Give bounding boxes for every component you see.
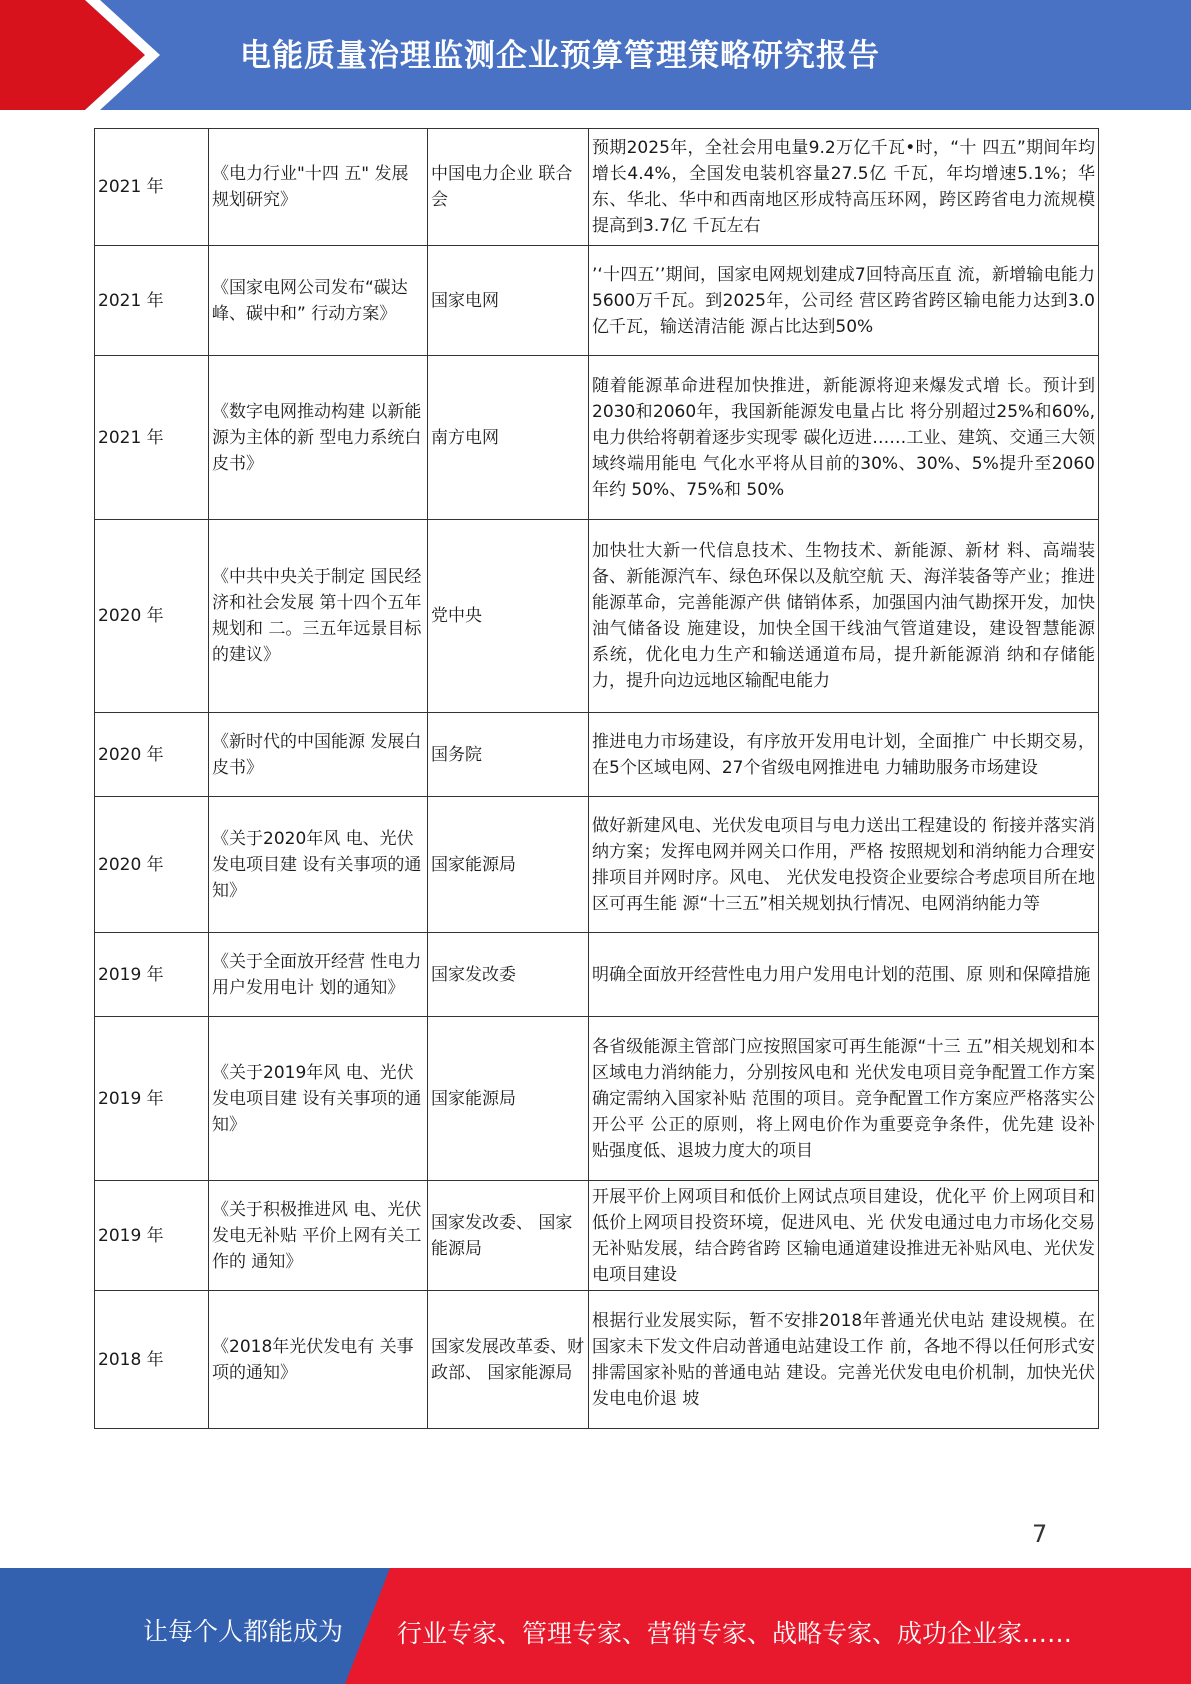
report-title: 电能质量治理监测企业预算管理策略研究报告	[240, 38, 880, 74]
content-cell: 明确全面放开经营性电力用户发用电计划的范围、原 则和保障措施	[589, 933, 1099, 1017]
issuer-cell: 党中央	[428, 520, 589, 713]
document-cell: 《2018年光伏发电有 关事项的通知》	[209, 1291, 428, 1429]
year-cell: 2020 年	[95, 520, 209, 713]
content-cell: 做好新建风电、光伏发电项目与电力送出工程建设的 衔接并落实消纳方案；发挥电网并网关口作用，严格 按照规划和消纳能力合理安排项目并网时序。风电、 光伏发电投资企业要综合考虑项目所在地区可再生能 源“十三五”相关规划执行情况、电网消纳能力等	[589, 797, 1099, 933]
table-row	[95, 1291, 1099, 1429]
policy-table	[94, 128, 1099, 1429]
year-cell: 2021 年	[95, 356, 209, 520]
issuer-cell: 国家发改委、 国家能源局	[428, 1181, 589, 1291]
table-row	[95, 933, 1099, 1017]
table-row	[95, 713, 1099, 797]
table-row	[95, 129, 1099, 246]
document-cell: 《关于全面放开经营 性电力用户发用电计 划的通知》	[209, 933, 428, 1017]
table-row	[95, 1017, 1099, 1181]
document-cell: 《关于2020年风 电、光伏发电项目建 设有关事项的通知》	[209, 797, 428, 933]
issuer-cell: 国家发展改革委、财政部、 国家能源局	[428, 1291, 589, 1429]
document-cell: 《关于积极推进风 电、光伏发电无补贴 平价上网有关工作的 通知》	[209, 1181, 428, 1291]
page-footer	[0, 1568, 1191, 1684]
issuer-cell: 国家能源局	[428, 1017, 589, 1181]
table-row	[95, 246, 1099, 356]
footer-slogan-left: 让每个人都能成为	[143, 1617, 344, 1646]
content-cell: 根据行业发展实际，暂不安排2018年普通光伏电站 建设规模。在国家未下发文件启动普通电站建设工作 前，各地不得以任何形式安排需国家补贴的普通电站 建设。完善光伏发电电价机制，加快光伏发电电价退 坡	[589, 1291, 1099, 1429]
year-cell: 2019 年	[95, 933, 209, 1017]
document-cell: 《关于2019年风 电、光伏发电项目建 设有关事项的通知》	[209, 1017, 428, 1181]
issuer-cell: 国家能源局	[428, 797, 589, 933]
year-cell: 2018 年	[95, 1291, 209, 1429]
footer-slogan-right: 行业专家、管理专家、营销专家、战略专家、成功企业家……	[397, 1619, 1073, 1648]
table-row	[95, 797, 1099, 933]
header-red-arrow	[0, 0, 160, 110]
year-cell: 2020 年	[95, 797, 209, 933]
issuer-cell: 国家发改委	[428, 933, 589, 1017]
content-cell: 随着能源革命进程加快推进，新能源将迎来爆发式增 长。预计到2030和2060年，我国新能源发电量占比 将分别超过25%和60%,电力供给将朝着逐步实现零 碳化迈进……工业、建筑、交通三大领域终端用能电 气化水平将从目前的30%、30%、5%提升至2060年约 50%、75%和 50%	[589, 356, 1099, 520]
document-cell: 《国家电网公司发布“碳达峰、碳中和” 行动方案》	[209, 246, 428, 356]
issuer-cell: 国务院	[428, 713, 589, 797]
year-cell: 2019 年	[95, 1017, 209, 1181]
document-cell: 《中共中央关于制定 国民经济和社会发展 第十四个五年规划和 二。三五年远景目标 的建议》	[209, 520, 428, 713]
table-row	[95, 520, 1099, 713]
page-number: 7	[1032, 1520, 1048, 1548]
page-header	[0, 0, 1191, 110]
table-row	[95, 1181, 1099, 1291]
document-cell: 《电力行业"十四 五" 发展规划研究》	[209, 129, 428, 246]
issuer-cell: 国家电网	[428, 246, 589, 356]
document-cell: 《数字电网推动构建 以新能源为主体的新 型电力系统白皮书》	[209, 356, 428, 520]
content-cell: 加快壮大新一代信息技术、生物技术、新能源、新材 料、高端装备、新能源汽车、绿色环保以及航空航 天、海洋装备等产业；推进能源革命，完善能源产供 储销体系，加强国内油气勘探开发，加快油气储备设 施建设，加快全国干线油气管道建设，建设智慧能源 系统，优化电力生产和输送通道布局，提升新能源消 纳和存储能力，提升向边远地区输配电能力	[589, 520, 1099, 713]
table-row	[95, 356, 1099, 520]
content-cell: 推进电力市场建设，有序放开发用电计划，全面推广 中长期交易，在5个区域电网、27个省级电网推进电 力辅助服务市场建设	[589, 713, 1099, 797]
year-cell: 2019 年	[95, 1181, 209, 1291]
year-cell: 2021 年	[95, 129, 209, 246]
content-cell: 各省级能源主管部门应按照国家可再生能源“十三 五”相关规划和本区域电力消纳能力，分别按风电和 光伏发电项目竞争配置工作方案确定需纳入国家补贴 范围的项目。竞争配置工作方案应严格落实公开公平 公正的原则，将上网电价作为重要竞争条件，优先建 设补贴强度低、退坡力度大的项目	[589, 1017, 1099, 1181]
issuer-cell: 中国电力企业 联合会	[428, 129, 589, 246]
year-cell: 2020 年	[95, 713, 209, 797]
issuer-cell: 南方电网	[428, 356, 589, 520]
content-cell: 预期2025年，全社会用电量9.2万亿千瓦•时，“十 四五”期间年均增长4.4%，全国发电装机容量27.5亿 千瓦，年均增速5.1%；华东、华北、华中和西南地区形成特高压环网，跨区跨省电力流规模提高到3.7亿 千瓦左右	[589, 129, 1099, 246]
document-cell: 《新时代的中国能源 发展白皮书》	[209, 713, 428, 797]
content-cell: 开展平价上网项目和低价上网试点项目建设，优化平 价上网项目和低价上网项目投资环境，促进风电、光 伏发电通过电力市场化交易无补贴发展，结合跨省跨 区输电通道建设推进无补贴风电、光伏发电项目建设	[589, 1181, 1099, 1291]
content-cell: ’‘十四五’’期间，国家电网规划建成7回特高压直 流，新增输电能力5600万千瓦。到2025年，公司经 营区跨省跨区输电能力达到3.0亿千瓦，输送清洁能 源占比达到50%	[589, 246, 1099, 356]
year-cell: 2021 年	[95, 246, 209, 356]
